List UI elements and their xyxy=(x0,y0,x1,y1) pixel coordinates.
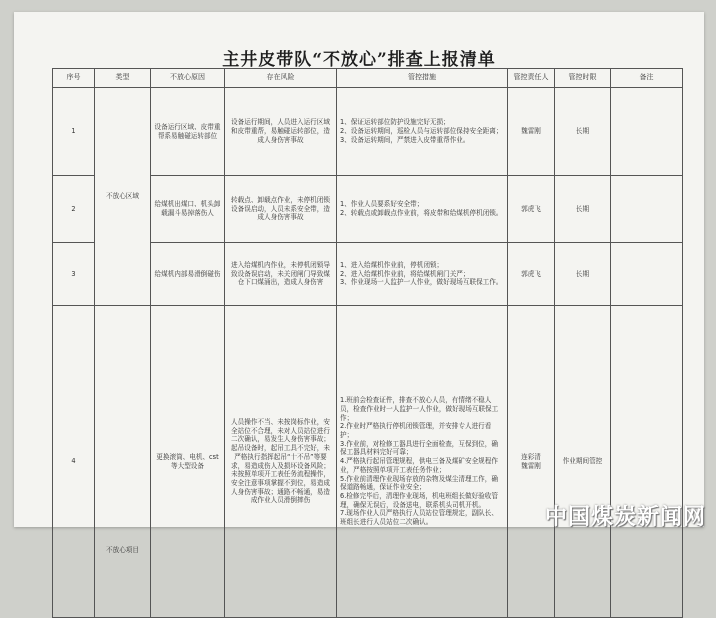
measure-item: 1、保证运转部位防护设施完好无损； xyxy=(340,118,450,127)
row-risk: 进入给煤机内作业，未停机闭锁导致设备误启动，未关闭闸门导致煤仓下口煤涌出，造成人身伤害 xyxy=(225,243,337,306)
measure-item: 3.作业前，对检修工器具进行全面检查，互保到位，确保工器具材料完好可靠； xyxy=(340,439,498,457)
row-reason: 给煤机内部易滑倒碰伤 xyxy=(151,243,225,306)
measure-item: 2、转载点或卸载点作业前，将皮带和给煤机停机闭锁。 xyxy=(340,209,503,217)
row-measures xyxy=(337,176,508,243)
header-no: 序号 xyxy=(53,69,95,88)
row-measures xyxy=(337,306,508,618)
row-note xyxy=(611,88,683,176)
row-limit: 长期 xyxy=(555,243,611,306)
measure-item: 3、设备运转期间，严禁进入皮带重帮作业。 xyxy=(340,135,470,144)
measure-item: 3、作业现场一人监护一人作业，做好现场互联保工作。 xyxy=(340,278,503,287)
row-risk: 转载点、卸载点作业，未停机闭锁设备误启动，人员未系安全带，造成人身伤害事故 xyxy=(225,176,337,243)
row-limit: 长期 xyxy=(555,88,611,176)
table-row xyxy=(53,88,683,176)
row-reason: 给煤机出煤口、机头卸载漏斗易掉落伤人 xyxy=(151,176,225,243)
table-header-row xyxy=(53,69,683,88)
row-no: 2 xyxy=(53,176,95,243)
measure-item: 1、进入给煤机作业前，停机闭锁； xyxy=(340,260,444,269)
row-measures xyxy=(337,243,508,306)
row-note xyxy=(611,176,683,243)
row-limit: 长期 xyxy=(555,176,611,243)
measure-item: 1.班前会检查证件，排查不放心人员，有情绪不稳人员，检查作业时一人监护一人作业，做好现场互联保工作； xyxy=(340,396,499,422)
row-reason: 更换滚筒、电机、cst等大型设备 xyxy=(151,306,225,618)
table-row xyxy=(53,306,683,618)
row-no: 3 xyxy=(53,243,95,306)
measure-item: 6.检修完毕后，清理作业现场，机电班组长做好验收管理，确保无误后，设备送电，联系机头司机开机。 xyxy=(340,491,498,509)
header-limit: 管控时限 xyxy=(555,69,611,88)
header-risk: 存在风险 xyxy=(225,69,337,88)
row-no: 4 xyxy=(53,306,95,618)
measure-item: 7.现场作业人员严格执行人员站位管理规定，副队长、班组长进行人员站位二次确认。 xyxy=(340,509,498,527)
row-risk: 人员操作不当、未按岗标作业，安全站位不合理，未对人员站位进行二次确认，易发生人身伤害事故；起吊设备时，起吊工具不完好，未严格执行指挥起吊“十不吊”等要求，易造成伤人及损坏设备风险；未按照单项开工表任务流程操作，安全注意事项掌握不到位，易造成人身伤害事故；通路不畅通，易造成作业人员滑倒摔伤 xyxy=(225,306,337,618)
header-person: 管控责任人 xyxy=(508,69,555,88)
checklist-table xyxy=(52,68,683,618)
measure-item: 2.作业时严格执行停机闭锁管理，并安排专人进行看护； xyxy=(340,422,492,440)
row-measures xyxy=(337,88,508,176)
row-note xyxy=(611,306,683,618)
row-person: 连彩清 魏雷刚 xyxy=(508,306,555,618)
measure-item: 2、进入给煤机作业前，将给煤机闸门关严； xyxy=(340,269,470,278)
row-person: 魏雷刚 xyxy=(508,88,555,176)
category-area: 不放心区域 xyxy=(95,88,151,306)
document-title: 主井皮带队“不放心”排查上报清单 xyxy=(222,50,496,70)
watermark-logo: 中国煤炭新闻网 xyxy=(544,505,706,530)
header-type: 类型 xyxy=(95,69,151,88)
row-person: 郭虎飞 xyxy=(508,176,555,243)
header-reason: 不放心原因 xyxy=(151,69,225,88)
row-person: 郭虎飞 xyxy=(508,243,555,306)
category-project-label: 不放心项目 xyxy=(106,546,139,555)
document-sheet xyxy=(14,12,704,555)
measure-item: 5.作业前清理作业现场存放的杂物及煤尘清理工作，确保道路畅通，保证作业安全； xyxy=(340,474,498,492)
measure-item: 4.严格执行起吊管理规程，供电三备及煤矿安全规程作业，严格按照单项开工表任务作业； xyxy=(340,457,498,474)
row-limit: 作业期间管控 xyxy=(555,306,611,618)
category-project xyxy=(95,306,151,618)
measure-item: 1、作业人员要系好安全带； xyxy=(340,200,424,209)
measure-item: 2、设备运转期间，巡检人员与运转部位保持安全距离； xyxy=(340,127,503,136)
header-measures: 管控措施 xyxy=(337,69,508,88)
header-note: 备注 xyxy=(611,69,683,88)
row-reason: 设备运行区域、皮带重帮系易触碰运转部位 xyxy=(151,88,225,176)
row-no: 1 xyxy=(53,88,95,176)
row-risk: 设备运行期间，人员进入运行区域和皮带重帮，易触碰运转部位，造成人身伤害事故 xyxy=(225,88,337,176)
row-note xyxy=(611,243,683,306)
